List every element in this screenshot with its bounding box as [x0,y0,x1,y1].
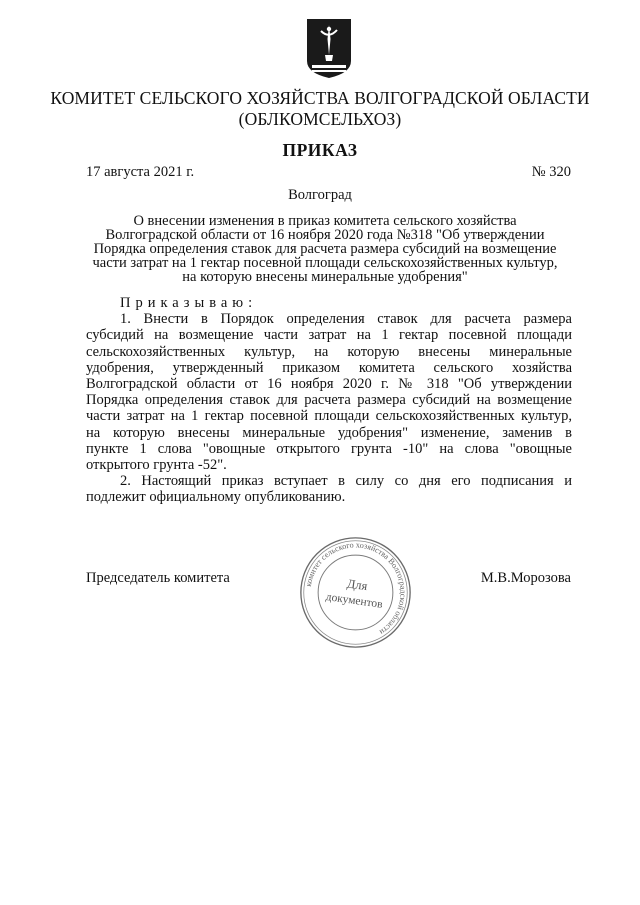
paragraph-2-line: подлежит официальному опубликованию. [86,489,346,506]
organization-line-1: КОМИТЕТ СЕЛЬСКОГО ХОЗЯЙСТВА ВОЛГОГРАДСКОЙ ОБЛАСТИ [50,88,590,108]
signer-name: М.В.Морозова [480,570,571,586]
coat-of-arms-emblem [305,17,353,79]
paragraph-1-line: Порядка определения ставок для расчета размера субсидий на возмещение [86,392,572,409]
signer-title: Председатель комитета [86,570,230,586]
paragraph-1-line: открытого грунта -52". [86,457,227,474]
paragraph-1-line: сельскохозяйственных культур, на которую внесены минеральные [86,343,572,360]
paragraph-1-line: на которую внесены минеральные удобрения" изменение, заменив в [86,424,572,441]
subject-line: на которую внесены минеральные удобрения" [182,269,468,285]
document-number: № 320 [531,164,571,180]
subject-line: Волгоградской области от 16 ноября 2020 года №318 "Об утверждении [105,227,545,243]
document-city: Волгоград [288,187,352,203]
svg-text:комитет сельского хозяйства Во: комитет сельского хозяйства Волгоградской области [303,540,408,637]
paragraph-1-line: части затрат на 1 гектар посевной площади сельскохозяйственных культур, [86,408,572,425]
order-word: Приказываю: [120,295,258,311]
subject-line: части затрат на 1 гектар посевной площади сельскохозяйственных культур, [92,255,558,271]
organization-line-2: (ОБЛКОМСЕЛЬХОЗ) [238,109,402,129]
svg-text:Для: Для [346,576,369,594]
document-body [86,295,572,506]
document-date: 17 августа 2021 г. [86,164,195,180]
paragraph-1-line: пункте 1 слова "овощные открытого грунта -10" на слова "овощные [86,440,572,457]
paragraph-2-line: 2. Настоящий приказ вступает в силу со дня его подписания и [120,473,572,490]
svg-text:документов: документов [325,590,384,611]
subject-line: Порядка определения ставок для расчета размера субсидий на возмещение [93,241,557,257]
document-type-title: ПРИКАЗ [282,140,358,160]
round-seal-stamp [298,535,413,650]
organization-name [0,88,640,130]
paragraph-1-line: субсидий на возмещение части затрат на 1 гектар посевной площади [86,327,572,344]
document-subject [80,214,570,284]
paragraph-1-line: 1. Внести в Порядок определения ставок для расчета размера [120,311,572,328]
subject-line: О внесении изменения в приказ комитета сельского хозяйства [133,213,517,229]
paragraph-1-line: Волгоградской области от 16 ноября 2020 г. № 318 "Об утверждении [86,376,572,393]
paragraph-1-line: удобрения, утвержденный приказом комитета сельского хозяйства [86,359,572,376]
